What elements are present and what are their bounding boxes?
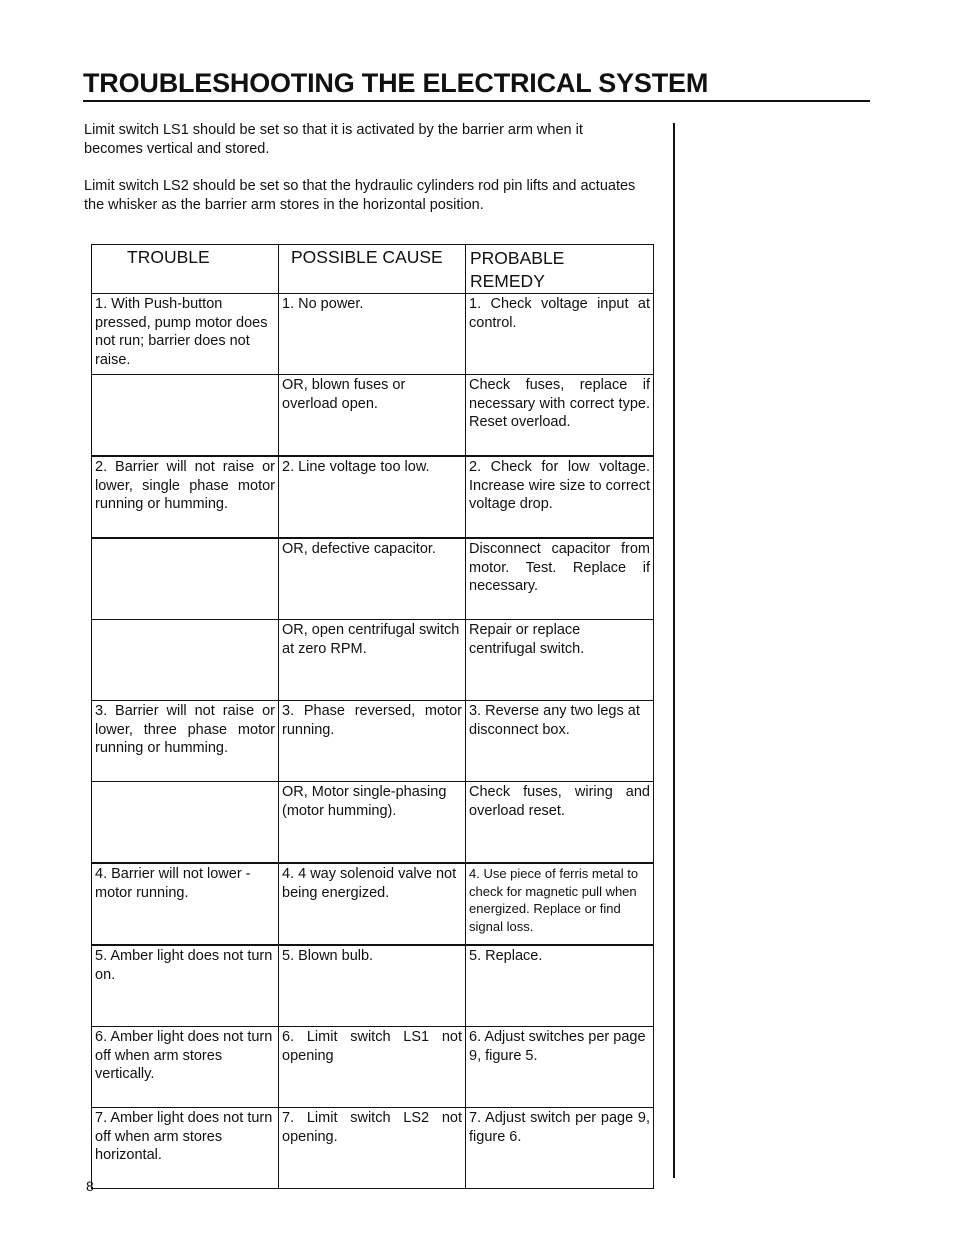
remedy-cell: Check fuses, wiring and overload reset.: [466, 782, 654, 864]
table-row: [92, 294, 654, 375]
table-row: [92, 620, 654, 701]
remedy-cell: 2. Check for low voltage. Increase wire size to correct voltage drop.: [466, 456, 654, 538]
trouble-cell: [92, 538, 279, 620]
remedy-cell: 6. Adjust switches per page 9, figure 5.: [466, 1027, 654, 1108]
cause-cell: 5. Blown bulb.: [279, 945, 466, 1027]
remedy-cell: 1. Check voltage input at control.: [466, 294, 654, 375]
cause-cell: 3. Phase reversed, motor running.: [279, 701, 466, 782]
column-header-possible-cause: POSSIBLE CAUSE: [279, 245, 466, 294]
trouble-cell: 1. With Push-button pressed, pump motor does not run; barrier does not raise.: [92, 294, 279, 375]
table-row: [92, 945, 654, 1027]
trouble-cell: 6. Amber light does not turn off when arm stores vertically.: [92, 1027, 279, 1108]
trouble-cell: 5. Amber light does not turn on.: [92, 945, 279, 1027]
column-header-trouble: TROUBLE: [92, 245, 279, 294]
trouble-cell: 2. Barrier will not raise or lower, single phase motor running or humming.: [92, 456, 279, 538]
cause-cell: 6. Limit switch LS1 not opening: [279, 1027, 466, 1108]
intro-paragraph-ls1: Limit switch LS1 should be set so that it is activated by the barrier arm when it becomes vertical and stored.: [84, 122, 583, 157]
cause-cell: OR, defective capacitor.: [279, 538, 466, 620]
table-row: [92, 375, 654, 457]
margin-rule: [673, 123, 675, 1178]
intro-paragraph-ls2: Limit switch LS2 should be set so that the hydraulic cylinders rod pin lifts and actuates the whisker as the barrier arm stores in the horizontal position.: [84, 178, 636, 213]
table-row: [92, 1108, 654, 1189]
trouble-cell: 3. Barrier will not raise or lower, three phase motor running or humming.: [92, 701, 279, 782]
table-row: [92, 782, 654, 864]
remedy-cell: Check fuses, replace if necessary with correct type. Reset overload.: [466, 375, 654, 457]
cause-cell: OR, Motor single-phasing (motor humming).: [279, 782, 466, 864]
remedy-cell: 4. Use piece of ferris metal to check for magnetic pull when energized. Replace or find signal loss.: [466, 863, 654, 945]
cause-cell: 7. Limit switch LS2 not opening.: [279, 1108, 466, 1189]
trouble-cell: [92, 375, 279, 457]
cause-cell: 4. 4 way solenoid valve not being energized.: [279, 863, 466, 945]
column-header-probable-remedy: [466, 245, 654, 294]
remedy-cell: 3. Reverse any two legs at disconnect box.: [466, 701, 654, 782]
page-title: TROUBLESHOOTING THE ELECTRICAL SYSTEM: [83, 66, 870, 102]
trouble-cell: 4. Barrier will not lower - motor running.: [92, 863, 279, 945]
table-row: [92, 1027, 654, 1108]
cause-cell: OR, blown fuses or overload open.: [279, 375, 466, 457]
cause-cell: 2. Line voltage too low.: [279, 456, 466, 538]
table-header-row: [92, 245, 654, 294]
table-row: [92, 456, 654, 538]
trouble-cell: 7. Amber light does not turn off when arm stores horizontal.: [92, 1108, 279, 1189]
troubleshooting-table: [91, 244, 654, 1189]
page-number: 8: [86, 1178, 94, 1194]
column-header-probable-remedy-text: PROBABLE REMEDY: [470, 248, 565, 291]
trouble-cell: [92, 782, 279, 864]
table-row: [92, 863, 654, 945]
cause-cell: OR, open centrifugal switch at zero RPM.: [279, 620, 466, 701]
remedy-cell: 5. Replace.: [466, 945, 654, 1027]
remedy-cell: 7. Adjust switch per page 9, figure 6.: [466, 1108, 654, 1189]
cause-cell: 1. No power.: [279, 294, 466, 375]
trouble-cell: [92, 620, 279, 701]
table-row: [92, 701, 654, 782]
remedy-cell: Repair or replace centrifugal switch.: [466, 620, 654, 701]
remedy-cell: Disconnect capacitor from motor. Test. Replace if necessary.: [466, 538, 654, 620]
table-row: [92, 538, 654, 620]
